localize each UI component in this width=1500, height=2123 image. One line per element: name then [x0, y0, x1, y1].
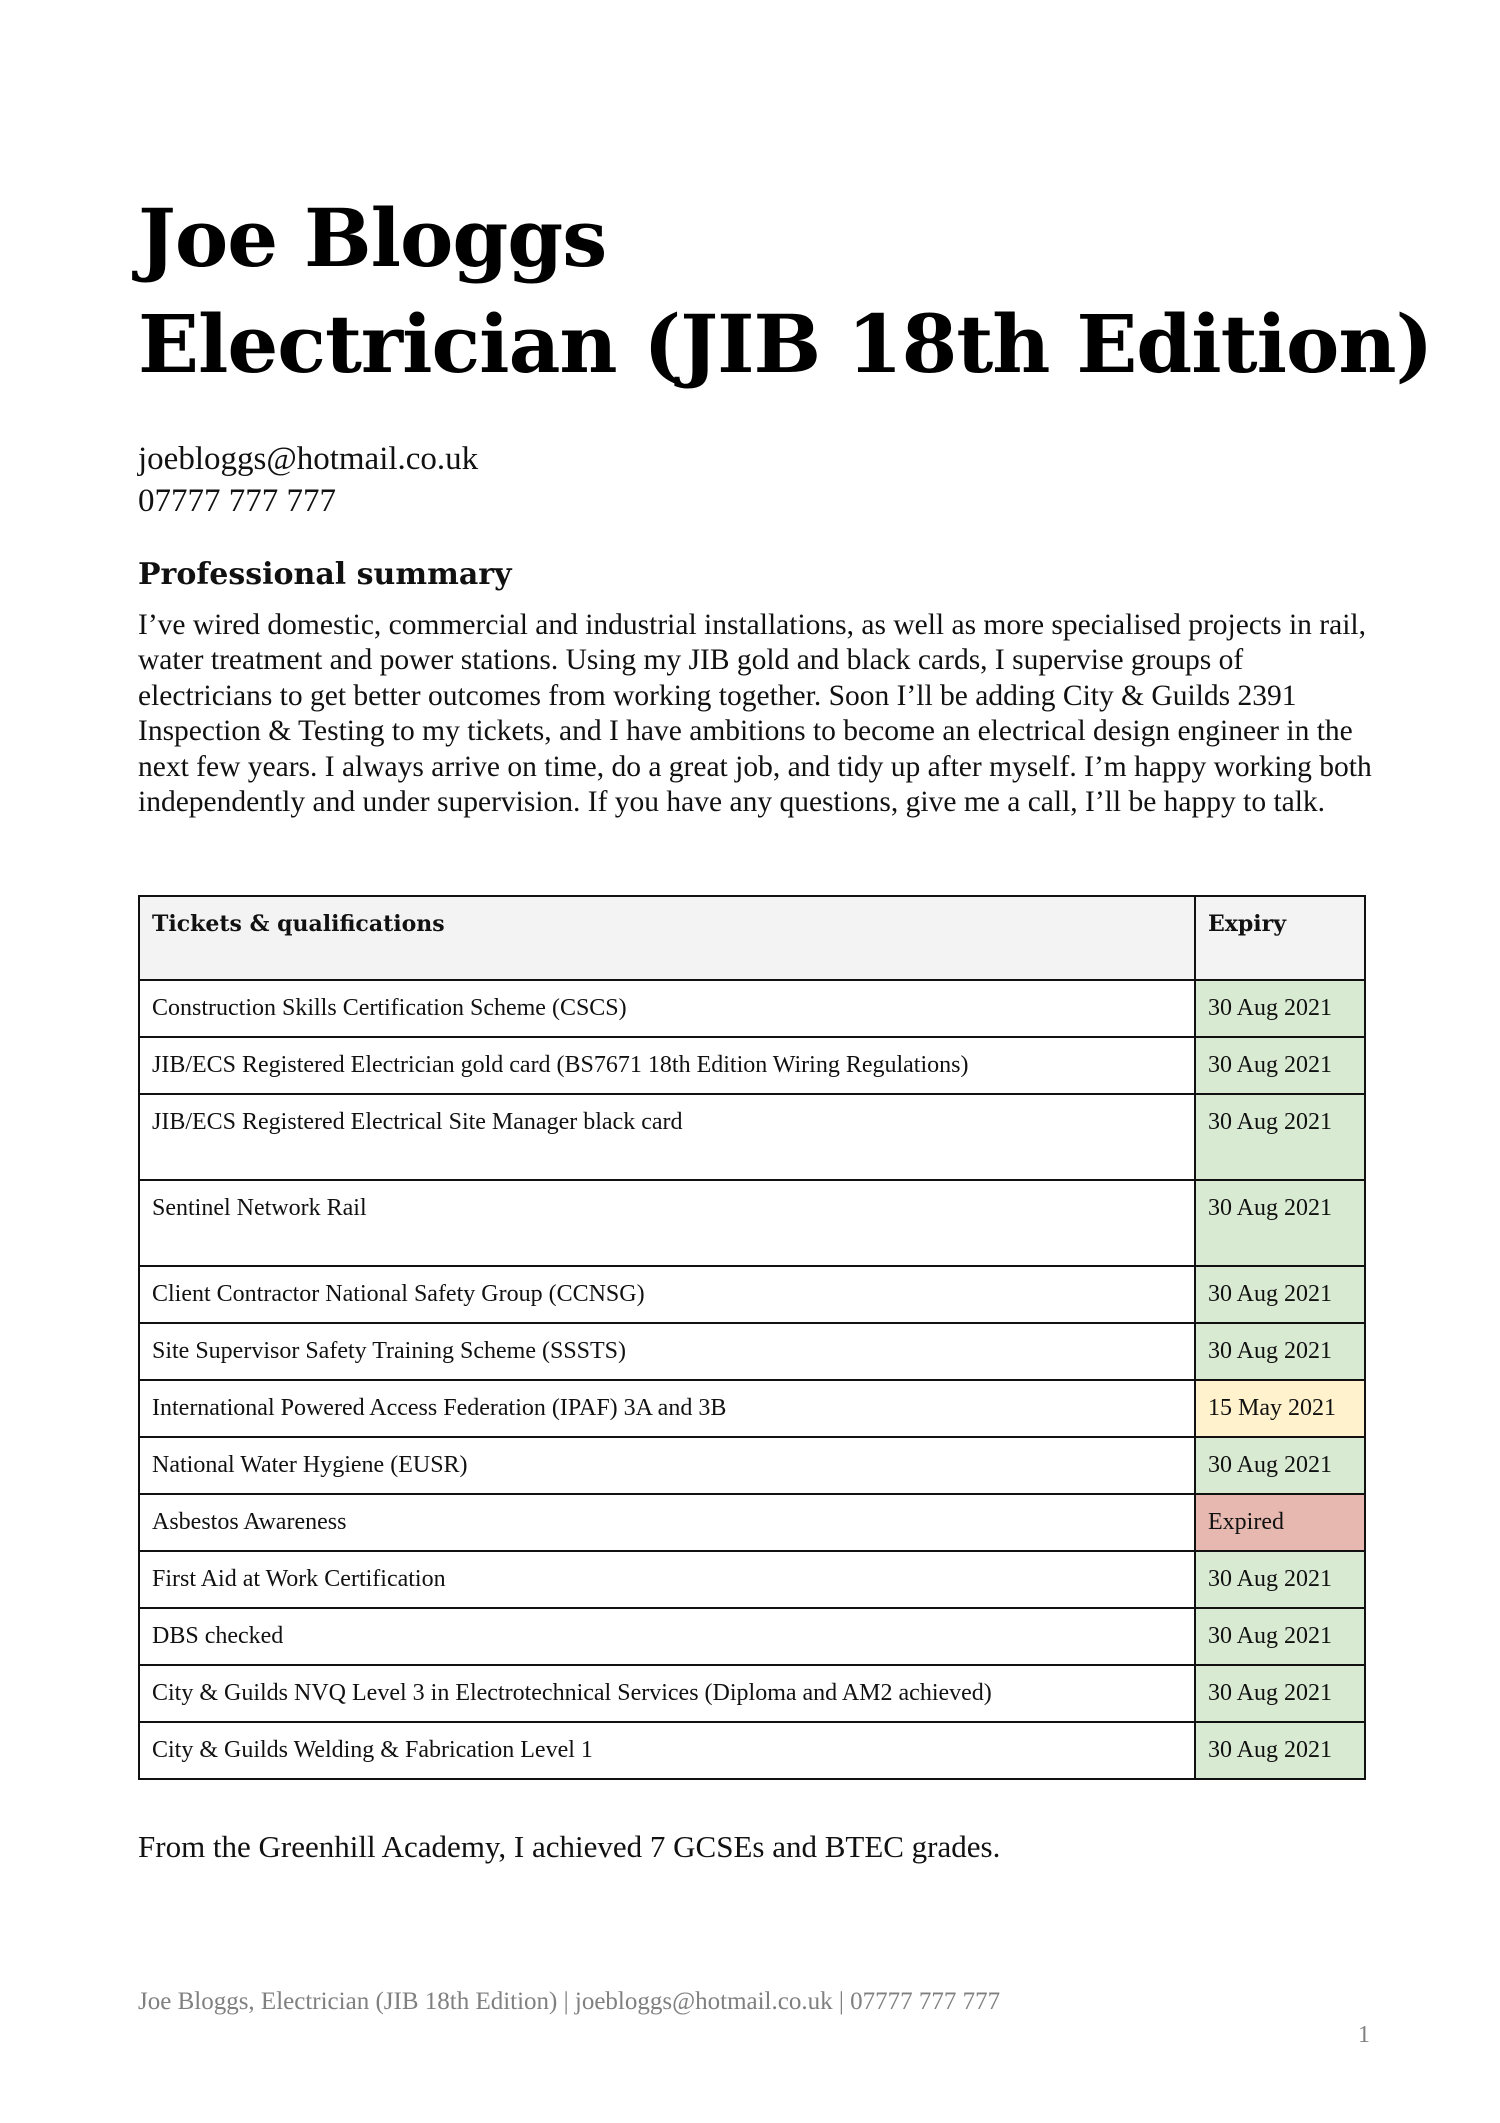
table-row	[139, 1266, 1365, 1323]
qualification-name: First Aid at Work Certification	[139, 1551, 1195, 1608]
qualification-name: DBS checked	[139, 1608, 1195, 1665]
candidate-role: Electrician (JIB 18th Edition)	[138, 297, 1433, 391]
qualification-name: Sentinel Network Rail	[139, 1180, 1195, 1266]
table-row	[139, 1608, 1365, 1665]
qualification-expiry: 15 May 2021	[1195, 1380, 1365, 1437]
page-number: 1	[1358, 2022, 1370, 2048]
header-qualification: Tickets & qualifications	[139, 896, 1195, 980]
qualification-name: Construction Skills Certification Scheme (CSCS)	[139, 980, 1195, 1037]
qualification-expiry: 30 Aug 2021	[1195, 1608, 1365, 1665]
summary-text: I’ve wired domestic, commercial and industrial installations, as well as more specialised projects in rail, water treatment and power stations. Using my JIB gold and black cards, I supervise groups of electricians to get better outcomes from working together. Soon I’ll be adding City & Guilds 2391 Inspection & Testing to my tickets, and I have ambitions to become an electrical design engineer in the next few years. I always arrive on time, do a great job, and tidy up after myself. I’m happy working both independently and under supervision. If you have any questions, give me a call, I’ll be happy to talk.	[138, 609, 1372, 819]
education-text: From the Greenhill Academy, I achieved 7 GCSEs and BTEC grades.	[138, 1829, 1001, 1864]
table-row	[139, 1094, 1365, 1180]
candidate-name: Joe Bloggs	[138, 191, 607, 285]
qualification-name: Site Supervisor Safety Training Scheme (SSSTS)	[139, 1323, 1195, 1380]
qualification-name: JIB/ECS Registered Electrician gold card (BS7671 18th Edition Wiring Regulations)	[139, 1037, 1195, 1094]
qualification-expiry: 30 Aug 2021	[1195, 1266, 1365, 1323]
qualification-name: National Water Hygiene (EUSR)	[139, 1437, 1195, 1494]
contact-details	[138, 438, 478, 522]
qualification-expiry: 30 Aug 2021	[1195, 1437, 1365, 1494]
page-footer: Joe Bloggs, Electrician (JIB 18th Edition) | joebloggs@hotmail.co.uk | 07777 777 777	[138, 1988, 1001, 2015]
qualification-name: Asbestos Awareness	[139, 1494, 1195, 1551]
qualification-expiry: 30 Aug 2021	[1195, 980, 1365, 1037]
qualification-expiry: Expired	[1195, 1494, 1365, 1551]
qualification-name: City & Guilds Welding & Fabrication Level 1	[139, 1722, 1195, 1779]
table-row	[139, 1494, 1365, 1551]
qualifications-table	[138, 895, 1366, 1780]
cv-title	[138, 185, 1432, 397]
qualification-expiry: 30 Aug 2021	[1195, 1323, 1365, 1380]
header-expiry: Expiry	[1195, 896, 1365, 980]
table-row	[139, 1437, 1365, 1494]
table-row	[139, 1722, 1365, 1779]
table-header-row	[139, 896, 1365, 980]
qualification-expiry: 30 Aug 2021	[1195, 1665, 1365, 1722]
table-row	[139, 1380, 1365, 1437]
table-row	[139, 1323, 1365, 1380]
table-row	[139, 1037, 1365, 1094]
qualification-expiry: 30 Aug 2021	[1195, 1094, 1365, 1180]
qualification-name: JIB/ECS Registered Electrical Site Manager black card	[139, 1094, 1195, 1180]
qualification-expiry: 30 Aug 2021	[1195, 1037, 1365, 1094]
table-row	[139, 1665, 1365, 1722]
qualification-expiry: 30 Aug 2021	[1195, 1551, 1365, 1608]
summary-heading: Professional summary	[138, 557, 512, 592]
phone-number[interactable]: 07777 777 777	[138, 483, 336, 519]
table-row	[139, 980, 1365, 1037]
email-address[interactable]: joebloggs@hotmail.co.uk	[138, 441, 479, 477]
qualification-expiry: 30 Aug 2021	[1195, 1180, 1365, 1266]
table-row	[139, 1180, 1365, 1266]
qualification-name: Client Contractor National Safety Group (CCNSG)	[139, 1266, 1195, 1323]
qualification-expiry: 30 Aug 2021	[1195, 1722, 1365, 1779]
table-row	[139, 1551, 1365, 1608]
qualification-name: International Powered Access Federation (IPAF) 3A and 3B	[139, 1380, 1195, 1437]
qualification-name: City & Guilds NVQ Level 3 in Electrotechnical Services (Diploma and AM2 achieved)	[139, 1665, 1195, 1722]
